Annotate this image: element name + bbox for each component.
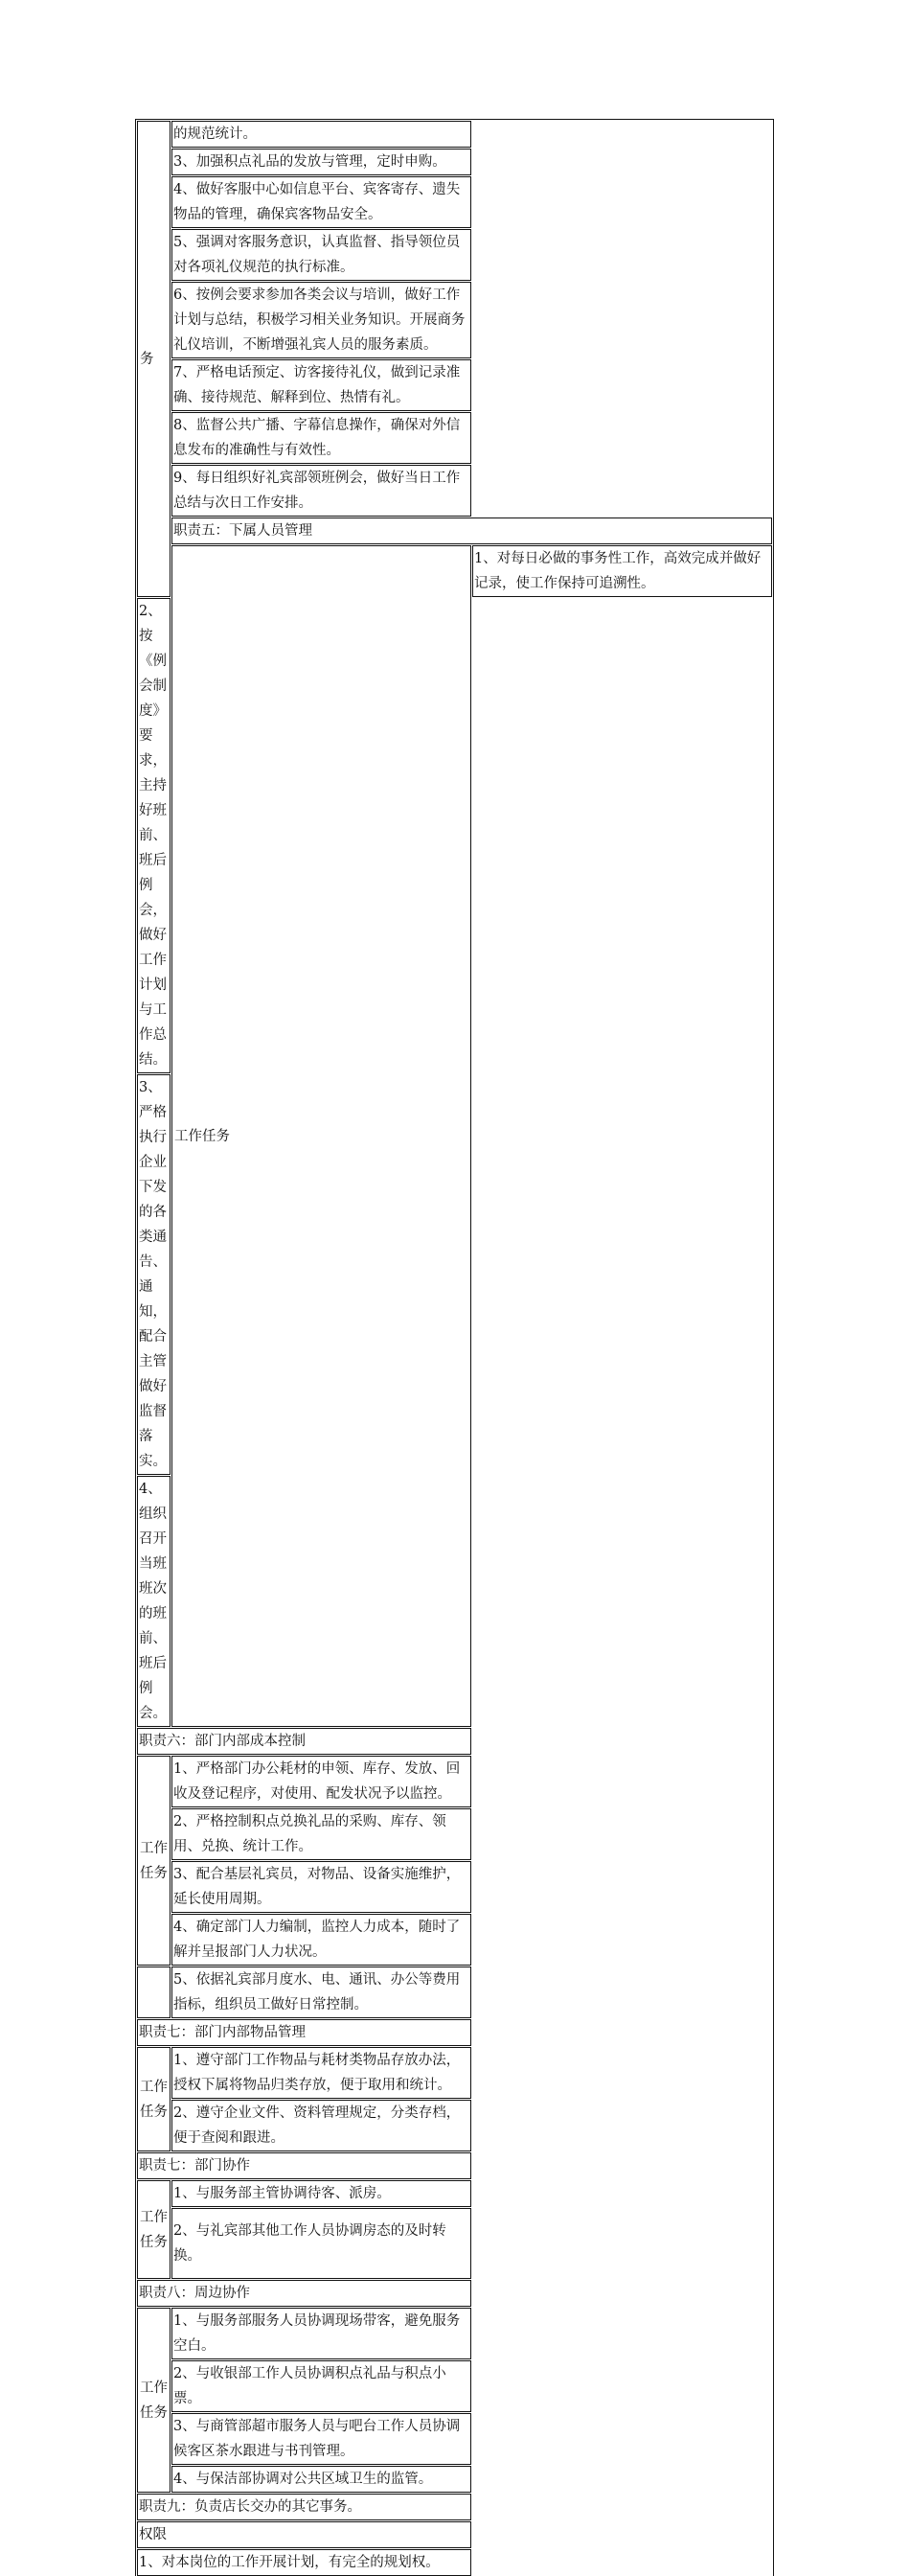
table-row xyxy=(137,2308,772,2359)
section-title: 职责九：负责店长交办的其它事务。 xyxy=(137,2494,471,2520)
task-item: 8、监督公共广播、字幕信息操作，确保对外信息发布的准确性与有效性。 xyxy=(171,412,471,464)
task-item: 2、遵守企业文件、资料管理规定，分类存档，便于查阅和跟进。 xyxy=(171,2100,471,2151)
table-row xyxy=(137,149,772,175)
task-label: 务 xyxy=(137,121,171,597)
section-title: 职责七：部门内部物品管理 xyxy=(137,2019,471,2046)
task-item: 6、按例会要求参加各类会议与培训，做好工作计划与总结，积极学习相关业务知识。开展商务礼仪培训，不断增强礼宾人员的服务素质。 xyxy=(171,282,471,358)
task-item: 2、按《例会制度》要求，主持好班前、班后例会，做好工作计划与工作总结。 xyxy=(137,598,171,1073)
table-row xyxy=(137,412,772,464)
task-item: 1、遵守部门工作物品与耗材类物品存放办法，授权下属将物品归类存放，便于取用和统计。 xyxy=(171,2047,471,2099)
task-item: 7、严格电话预定、访客接待礼仪，做到记录准确、接待规范、解释到位、热情有礼。 xyxy=(171,359,471,411)
responsibility-table xyxy=(135,119,774,2576)
section-header-row xyxy=(137,2152,772,2179)
task-item: 3、与商管部超市服务人员与吧台工作人员协调候客区茶水跟进与书刊管理。 xyxy=(171,2413,471,2465)
table-row xyxy=(137,1756,772,1807)
task-item: 1、严格部门办公耗材的申领、库存、发放、回收及登记程序，对使用、配发状况予以监控。 xyxy=(171,1756,471,1807)
table-row xyxy=(137,121,772,148)
task-item: 3、配合基层礼宾员，对物品、设备实施维护，延长使用周期。 xyxy=(171,1861,471,1913)
task-item: 1、对每日必做的事务性工作，高效完成并做好记录，使工作保持可追溯性。 xyxy=(472,545,772,597)
section-header-row xyxy=(137,2494,772,2520)
task-item: 2、与礼宾部其他工作人员协调房态的及时转换。 xyxy=(171,2208,471,2279)
table-row xyxy=(137,1914,772,1966)
responsibility-table-page xyxy=(135,119,774,2576)
section-title: 职责六：部门内部成本控制 xyxy=(137,1728,471,1755)
section-header-row xyxy=(137,518,772,544)
authority-item: 1、对本岗位的工作开展计划，有完全的规划权。 xyxy=(137,2549,471,2576)
table-row xyxy=(137,1861,772,1913)
table-row xyxy=(137,2208,772,2279)
task-label: 工作任务 xyxy=(137,1756,171,1966)
task-item: 3、加强积点礼品的发放与管理，定时申购。 xyxy=(171,149,471,175)
table-row xyxy=(137,545,772,597)
table-row xyxy=(137,2413,772,2465)
task-item: 4、做好客服中心如信息平台、宾客寄存、遗失物品的管理，确保宾客物品安全。 xyxy=(171,176,471,228)
task-item: 4、确定部门人力编制，监控人力成本，随时了解并呈报部门人力状况。 xyxy=(171,1914,471,1966)
section-title: 职责五：下属人员管理 xyxy=(171,518,772,544)
section-header-row xyxy=(137,2521,772,2548)
section-header-row xyxy=(137,2280,772,2307)
table-row xyxy=(137,176,772,228)
task-item: 5、依据礼宾部月度水、电、通讯、办公等费用指标，组织员工做好日常控制。 xyxy=(171,1966,471,2018)
table-row xyxy=(137,359,772,411)
task-item: 2、严格控制积点兑换礼品的采购、库存、领用、兑换、统计工作。 xyxy=(171,1808,471,1860)
task-label: 工作任务 xyxy=(137,2180,171,2279)
table-row xyxy=(137,229,772,281)
task-item: 1、与服务部服务人员协调现场带客，避免服务空白。 xyxy=(171,2308,471,2359)
task-label: 工作任务 xyxy=(171,545,471,1727)
table-row xyxy=(137,2466,772,2493)
task-item: 3、严格执行企业下发的各类通告、通知，配合主管做好监督落实。 xyxy=(137,1074,171,1475)
task-item: 9、每日组织好礼宾部领班例会，做好当日工作总结与次日工作安排。 xyxy=(171,465,471,517)
table-row xyxy=(137,465,772,517)
task-item: 1、与服务部主管协调待客、派房。 xyxy=(171,2180,471,2207)
table-row xyxy=(137,282,772,358)
table-row xyxy=(137,2360,772,2412)
table-row xyxy=(137,2100,772,2151)
section-title: 职责七：部门协作 xyxy=(137,2152,471,2179)
section-header-row xyxy=(137,2019,772,2046)
task-item: 4、组织召开当班班次的班前、班后例会。 xyxy=(137,1476,171,1727)
task-item: 2、与收银部工作人员协调积点礼品与积点小票。 xyxy=(171,2360,471,2412)
task-item: 4、与保洁部协调对公共区域卫生的监管。 xyxy=(171,2466,471,2493)
task-label: 工作任务 xyxy=(137,2047,171,2151)
table-row xyxy=(137,1966,772,2018)
section-header-row xyxy=(137,1728,772,1755)
section-title: 权限 xyxy=(137,2521,471,2548)
section-title: 职责八：周边协作 xyxy=(137,2280,471,2307)
table-row xyxy=(137,2180,772,2207)
task-item: 的规范统计。 xyxy=(171,121,471,148)
table-row xyxy=(137,2549,772,2576)
table-row xyxy=(137,1808,772,1860)
task-label: 工作任务 xyxy=(137,2308,171,2493)
task-item: 5、强调对客服务意识，认真监督、指导领位员对各项礼仪规范的执行标准。 xyxy=(171,229,471,281)
empty-label-cell xyxy=(137,1966,171,2018)
table-row xyxy=(137,2047,772,2099)
